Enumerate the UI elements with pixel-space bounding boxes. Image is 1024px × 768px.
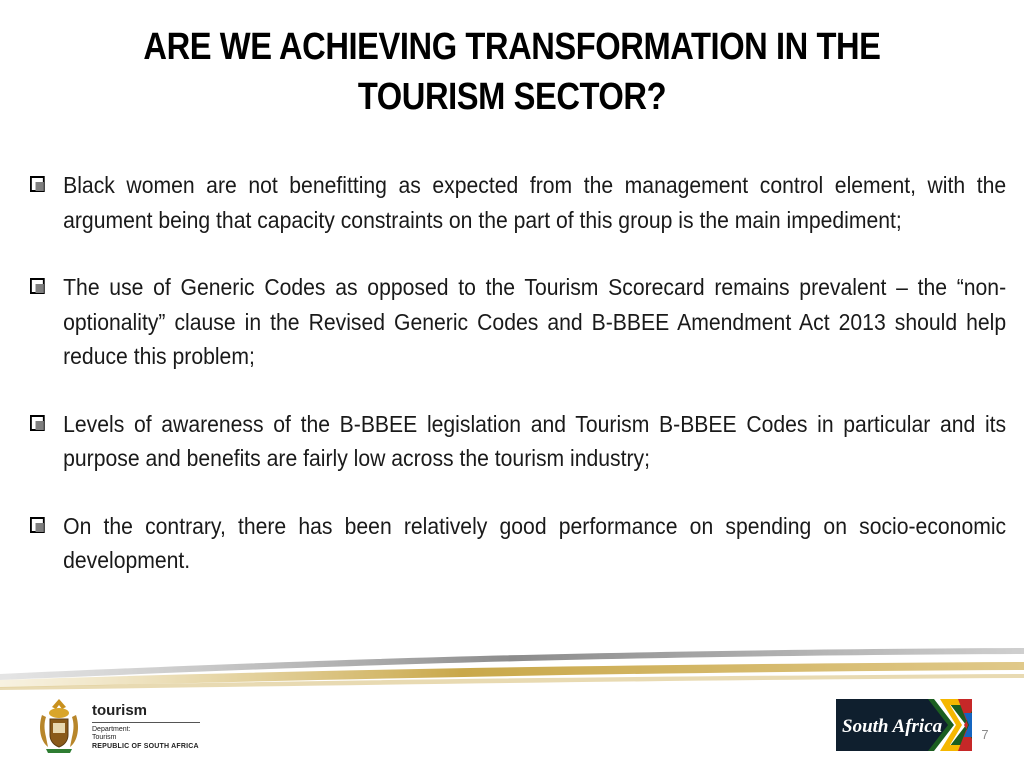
dept-country: REPUBLIC OF SOUTH AFRICA [92, 743, 199, 750]
dept-line-2: Tourism [92, 734, 117, 741]
dept-name: tourism [92, 702, 148, 719]
bullet-text: Black women are not benefitting as expected from the management control element, with the argument being that capacity constraints on the part of this group is the main impediment; [63, 172, 1007, 233]
brand-logo-text: South Africa [842, 716, 943, 737]
checkbox-square-icon [30, 176, 45, 192]
title-line-1: ARE WE ACHIEVING TRANSFORMATION IN THE [143, 26, 881, 68]
coat-of-arms-icon [36, 697, 82, 755]
bullet-item [30, 270, 1006, 374]
bullet-item [30, 407, 1006, 476]
bullet-text: Levels of awareness of the B-BBEE legislation and Tourism B-BBEE Codes in particular and its purpose and benefits are fairly low across the tourism industry; [63, 410, 1007, 471]
bullet-text: The use of Generic Codes as opposed to the Tourism Scorecard remains prevalent – the “non-optionality” clause in the Revised Generic Codes and B-BBEE Amendment Act 2013 should help reduce this problem; [63, 274, 1007, 369]
checkbox-square-icon [30, 278, 45, 294]
dept-line-1: Department: [92, 726, 131, 733]
bullet-text: On the contrary, there has been relatively good performance on spending on socio-economic development. [63, 512, 1007, 573]
slide-title [123, 22, 900, 122]
bullet-list [30, 168, 1007, 611]
page-number: 7 [981, 727, 989, 742]
title-line-2: TOURISM SECTOR? [357, 76, 667, 118]
decorative-swoosh [0, 640, 1024, 690]
bullet-item [30, 509, 1006, 578]
bullet-item [30, 168, 1006, 237]
department-block [92, 703, 212, 751]
divider [92, 722, 200, 723]
checkbox-square-icon [30, 415, 45, 431]
checkbox-square-icon [30, 517, 45, 533]
south-africa-flag-icon [836, 699, 972, 751]
